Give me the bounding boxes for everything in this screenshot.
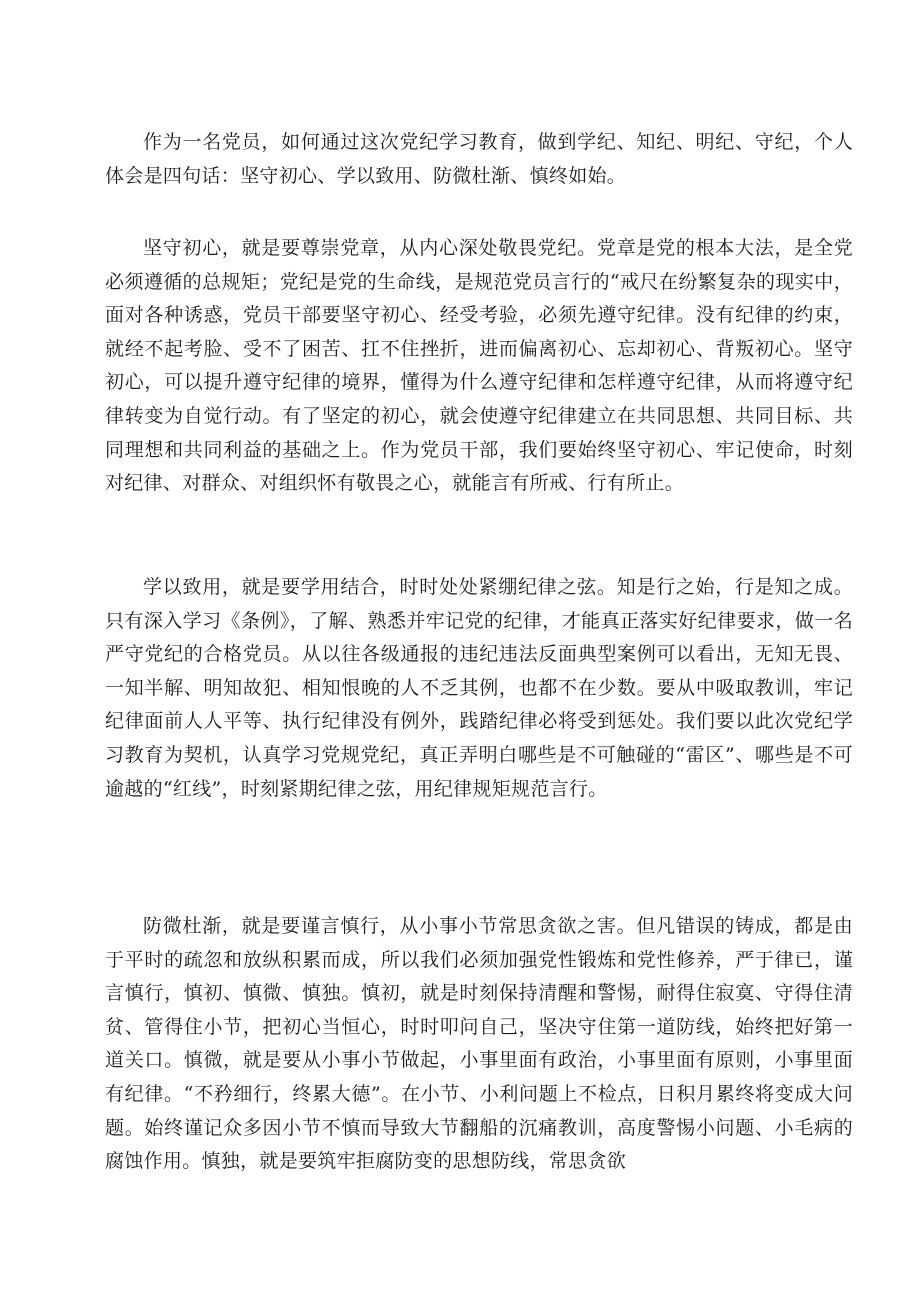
paragraph-intro: 作为一名党员，如何通过这次党纪学习教育，做到学纪、知纪、明纪、守纪，个人体会是四句话：坚守初心、学以致用、防微杜渐、慎终如始。 <box>105 131 853 187</box>
paragraph-keep-original-aspiration: 坚守初心，就是要尊崇党章，从内心深处敬畏党纪。党章是党的根本大法，是全党必须遵循的总规矩；党纪是党的生命线，是规范党员言行的“戒尺在纷繁复杂的现实中，面对各种诱惑，党员干部要坚守初心、经受考验，必须先遵守纪律。没有纪律的约束，就经不起考脸、受不了困苦、扛不住挫折，进而偏离初心、忘却初心、背叛初心。坚守初心，可以提升遵守纪律的境界，懂得为什么遵守纪律和怎样遵守纪律，从而将遵守纪律转变为自觉行动。有了坚定的初心，就会使遵守纪律建立在共同思想、共同目标、共同理想和共同利益的基础之上。作为党员干部，我们要始终坚守初心、牢记使命，时刻对纪律、对群众、对组织怀有敬畏之心，就能言有所戒、行有所止。 <box>105 237 853 495</box>
paragraph-apply-learning: 学以致用，就是要学用结合，时时处处紧绷纪律之弦。知是行之始，行是知之成。只有深入学习《条例》，了解、熟悉并牢记党的纪律，才能真正落实好纪律要求，做一名严守党纪的合格党员。从以往各级通报的违纪违法反面典型案例可以看出，无知无畏、一知半解、明知故犯、相知恨晚的人不乏其例，也都不在少数。要从中吸取教训，牢记纪律面前人人平等、执行纪律没有例外，践踏纪律必将受到惩处。我们要以此次党纪学习教育为契机，认真学习党规党纪，真正弄明白哪些是不可触碰的“雷区”、哪些是不可逾越的“红线”，时刻紧期纪律之弦，用纪律规矩规范言行。 <box>105 576 853 800</box>
paragraph-nip-in-bud: 防微杜渐，就是要谨言慎行，从小事小节常思贪欲之害。但凡错误的铸成，都是由于平时的疏忽和放纵积累而成，所以我们必须加强党性锻炼和党性修养，严于律已，谨言慎行，慎初、慎微、慎独。慎初，就是时刻保持清醒和警惕，耐得住寂寞、守得住清贫、管得住小节，把初心当恒心，时时叩问自己，坚决守住第一道防线，始终把好第一道关口。慎微，就是要从小事小节做起，小事里面有政治，小事里面有原则，小事里面有纪律。“不矜细行，终累大德”。在小节、小利问题上不检点，日积月累终将变成大问题。始终谨记众多因小节不慎而导致大节翻船的沉痛教训，高度警惕小问题、小毛病的腐蚀作用。慎独，就是要筑牢拒腐防变的思想防线，常思贪欲 <box>105 915 853 1173</box>
